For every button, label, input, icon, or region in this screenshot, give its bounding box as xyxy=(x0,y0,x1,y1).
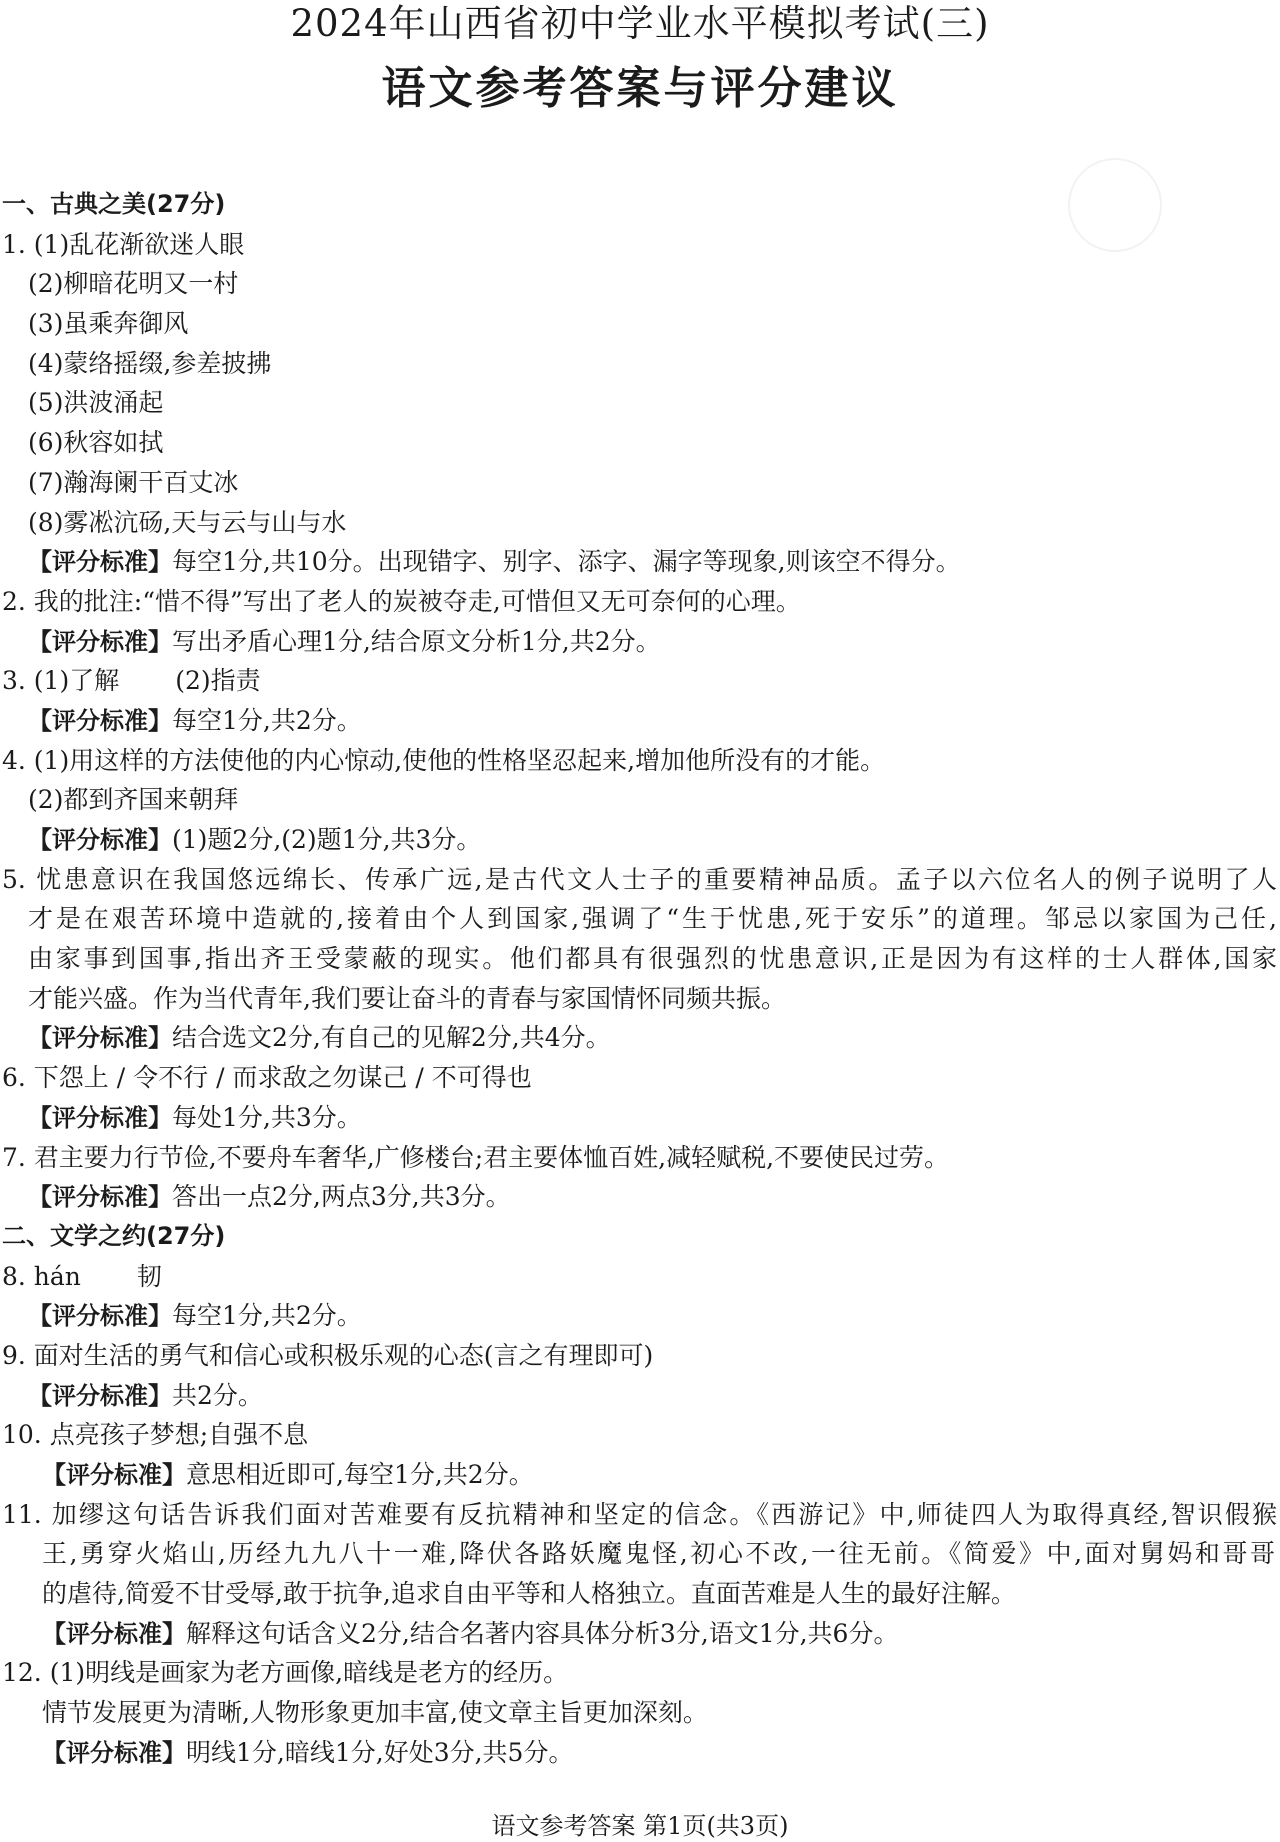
scoring-tag: 【评分标准】 xyxy=(28,1381,172,1410)
answer-line xyxy=(0,1495,1280,1535)
answer-part: (2)指责 xyxy=(175,666,261,696)
scoring-tag: 【评分标准】 xyxy=(28,548,172,577)
scoring-text: 意思相近即可,每空1分,共2分。 xyxy=(186,1460,534,1489)
scoring-line xyxy=(0,820,1280,860)
answer-line: 12. (1)明线是画家为老方画像,暗线是老方的经历。 xyxy=(2,1658,569,1688)
answer-line xyxy=(0,1257,1280,1297)
answer-line xyxy=(0,1534,1280,1574)
answer-part: 韧 xyxy=(136,1261,162,1291)
answer-line: 6. 下怨上 / 令不行 / 而求敌之勿谋己 / 不可得也 xyxy=(2,1063,532,1093)
scoring-text: 共2分。 xyxy=(172,1380,263,1410)
answer-line xyxy=(0,860,1280,900)
scoring-tag: 【评分标准】 xyxy=(28,1302,172,1331)
answer-line: (2)都到齐国来朝拜 xyxy=(28,785,239,815)
answer-line: 2. 我的批注:“惜不得”写出了老人的炭被夺走,可惜但又无可奈何的心理。 xyxy=(2,586,801,616)
answer-line: 才能兴盛。作为当代青年,我们要让奋斗的青春与家国情怀同频共振。 xyxy=(28,983,786,1013)
scoring-line xyxy=(0,542,1280,582)
scoring-text: 每空1分,共10分。出现错字、别字、添字、漏字等现象,则该空不得分。 xyxy=(172,547,961,577)
answer-line: (4)蒙络摇缀,参差披拂 xyxy=(28,348,272,378)
scoring-text: 每处1分,共3分。 xyxy=(172,1102,362,1132)
answer-line: 7. 君主要力行节俭,不要舟车奢华,广修楼台;君主要体恤百姓,减轻赋税,不要使民过劳。 xyxy=(2,1142,950,1172)
answer-line: 4. (1)用这样的方法使他的内心惊动,使他的性格坚忍起来,增加他所没有的才能。 xyxy=(2,745,886,775)
page-footer: 语文参考答案 第1页(共3页) xyxy=(491,1812,789,1840)
answer-content xyxy=(0,185,1280,1773)
answer-line: 9. 面对生活的勇气和信心或积极乐观的心态(言之有理即可) xyxy=(2,1340,654,1370)
document-subtitle: 语文参考答案与评分建议 xyxy=(381,63,899,114)
answer-line xyxy=(0,899,1280,939)
scoring-line xyxy=(0,701,1280,741)
scoring-tag: 【评分标准】 xyxy=(28,706,172,735)
scoring-line xyxy=(0,1177,1280,1217)
answer-line: 的虐待,简爱不甘受辱,敢于抗争,追求自由平等和人格独立。直面苦难是人生的最好注解。 xyxy=(42,1579,1016,1609)
scoring-text: 每空1分,共2分。 xyxy=(172,705,362,735)
scoring-line xyxy=(0,1376,1280,1416)
answer-text: 由家事到国事,指出齐王受蒙蔽的现实。他们都具有很强烈的忧患意识,正是因为有这样的士人群体,国家 xyxy=(28,944,1277,974)
scoring-tag: 【评分标准】 xyxy=(42,1619,186,1648)
scoring-text: 每空1分,共2分。 xyxy=(172,1301,362,1331)
answer-line: 1. (1)乱花渐欲迷人眼 xyxy=(2,229,245,259)
scoring-text: 明线1分,暗线1分,好处3分,共5分。 xyxy=(186,1737,574,1767)
scoring-line xyxy=(0,1733,1280,1773)
answer-line xyxy=(0,661,1280,701)
scoring-line xyxy=(0,1614,1280,1654)
answer-line: (6)秋容如拭 xyxy=(28,428,164,458)
answer-text: 才是在艰苦环境中造就的,接着由个人到国家,强调了“生于忧患,死于安乐”的道理。邹忌以家国为己任, xyxy=(28,904,1277,934)
scoring-text: (1)题2分,(2)题1分,共3分。 xyxy=(172,825,482,854)
answer-part: 3. (1)了解 xyxy=(2,666,120,696)
scoring-line xyxy=(0,1455,1280,1495)
scoring-tag: 【评分标准】 xyxy=(28,826,172,854)
scoring-tag: 【评分标准】 xyxy=(28,1024,172,1053)
scoring-tag: 【评分标准】 xyxy=(42,1461,186,1489)
answer-part: 8. hán xyxy=(2,1261,81,1291)
scoring-text: 解释这句话含义2分,结合名著内容具体分析3分,语文1分,共6分。 xyxy=(186,1618,899,1648)
scoring-line xyxy=(0,622,1280,662)
answer-line xyxy=(0,939,1280,979)
answer-text: 5. 忧患意识在我国悠远绵长、传承广远,是古代文人士子的重要精神品质。孟子以六位名人的例子说明了人 xyxy=(2,864,1277,894)
scoring-tag: 【评分标准】 xyxy=(42,1738,186,1767)
answer-line: 情节发展更为清晰,人物形象更加丰富,使文章主旨更加深刻。 xyxy=(42,1698,708,1728)
answer-text: 王,勇穿火焰山,历经九九八十一难,降伏各路妖魔鬼怪,初心不改,一往无前。《简爱》中,面对舅妈和哥哥 xyxy=(42,1539,1275,1569)
answer-line: (3)虽乘奔御风 xyxy=(28,309,189,339)
scoring-text: 写出矛盾心理1分,结合原文分析1分,共2分。 xyxy=(172,626,661,656)
scoring-line xyxy=(0,1018,1280,1058)
section-heading-literature: 二、文学之约(27分) xyxy=(2,1221,226,1250)
answer-text: 11. 加缪这句话告诉我们面对苦难要有反抗精神和坚定的信念。《西游记》中,师徒四人为取得真经,智识假猴 xyxy=(2,1499,1277,1529)
scoring-tag: 【评分标准】 xyxy=(28,1183,172,1212)
scoring-text: 答出一点2分,两点3分,共3分。 xyxy=(172,1182,511,1212)
scoring-line xyxy=(0,1296,1280,1336)
exam-title: 2024年山西省初中学业水平模拟考试(三) xyxy=(290,2,990,45)
answer-line: (2)柳暗花明又一村 xyxy=(28,269,239,299)
scoring-line xyxy=(0,1098,1280,1138)
answer-line: (8)雾凇沆砀,天与云与山与水 xyxy=(28,507,347,537)
scoring-tag: 【评分标准】 xyxy=(28,1103,172,1132)
answer-line: (5)洪波涌起 xyxy=(28,388,164,418)
scoring-tag: 【评分标准】 xyxy=(28,627,172,656)
answer-line: (7)瀚海阑干百丈冰 xyxy=(28,467,239,497)
section-heading-classical: 一、古典之美(27分) xyxy=(2,190,226,218)
answer-line: 10. 点亮孩子梦想;自强不息 xyxy=(2,1420,309,1450)
scoring-text: 结合选文2分,有自己的见解2分,共4分。 xyxy=(172,1023,611,1053)
